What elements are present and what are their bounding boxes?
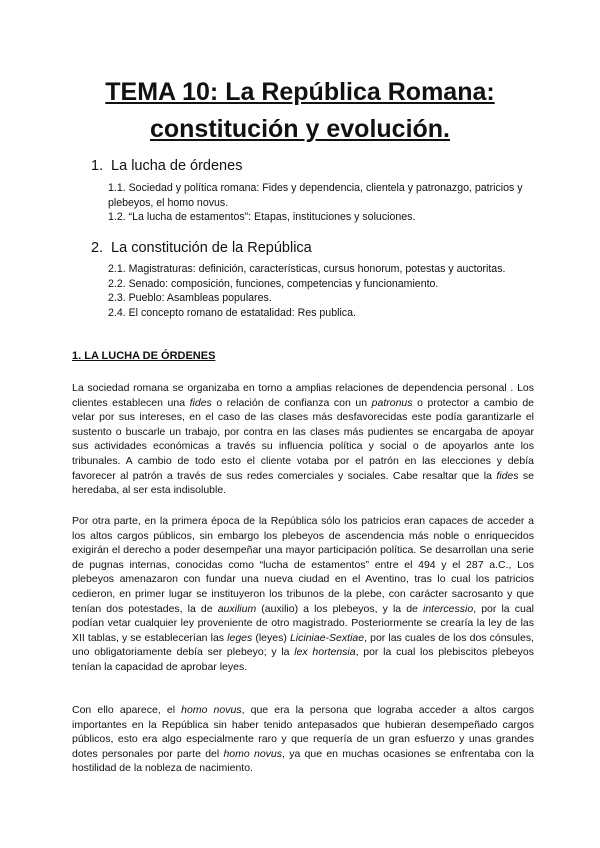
toc-section-2 bbox=[91, 239, 312, 257]
term-homo-novus: homo novus bbox=[223, 747, 283, 760]
toc-section-1-items bbox=[108, 181, 538, 225]
toc-section-2-number: 2. bbox=[91, 240, 104, 256]
toc-item-2-1: 2.1. Magistraturas: definición, características, cursus honorum, potestas y auctoritas. bbox=[108, 263, 506, 275]
toc-section-1-number: 1. bbox=[91, 158, 104, 174]
paragraph-1: La sociedad romana se organizaba en torno a amplias relaciones de dependencia personal . Los clientes establecen una fides o relación de confianza con un patronus o protector a cambio de velar por sus intereses, en el caso de las clases más desfavorecidas este podía garantizarle el sustento o buscarle un trabajo, por contra en las clases más pudientes se encargaba de apoyar sus actividades económicas a través su influencia política y social o de apoyarlos ante los tribunales. A cambio de todo esto el cliente votaba por el patrón en las elecciones y debía favorecer al patrón a través de sus redes comerciales y sociales. Cabe resaltar que la fides se heredaba, al ser esta indisoluble. bbox=[72, 382, 534, 497]
toc-section-2-label: La constitución de la República bbox=[111, 240, 312, 256]
title-line-1: TEMA 10: La República Romana: bbox=[105, 78, 495, 106]
term-homo-novus: homo novus bbox=[181, 704, 242, 716]
term-lex-hortensia: lex hortensia bbox=[294, 646, 356, 659]
term-liciniae-sextiae: Liciniae-Sextiae bbox=[289, 631, 365, 644]
term-auxilium: auxilium bbox=[217, 602, 257, 615]
term-fides: fides bbox=[496, 469, 519, 482]
term-fides: fides bbox=[189, 396, 212, 409]
section-1-heading: 1. LA LUCHA DE ÓRDENES bbox=[72, 350, 216, 362]
toc-section-2-items bbox=[108, 262, 538, 320]
term-leges: leges bbox=[227, 631, 253, 644]
paragraph-3: Con ello aparece, el homo novus, que era la persona que lograba acceder a altos cargos importantes en la República sin haber tenido antepasados que hubieran desempeñado cargos públicos, esto era algo especialmente raro y que requería de un gran esfuerzo y unas grandes dotes personales por parte del homo novus, ya que en muchas ocasiones se enfrentaba con la hostilidad de la nobleza de nacimiento. bbox=[72, 704, 535, 775]
paragraph-2: Por otra parte, en la primera época de la República sólo los patricios eran capaces de acceder a los altos cargos públicos, sin embargo los plebeyos de ascendencia más noble o enriquecidos exigirán el derecho a poder desempeñar una mayor participación política. Se desarrollan una serie de pugnas internas, conocidas como “lucha de estamentos” entre el 494 y el 287 a.C., Los plebeyos amenazaron con fundar una nueva ciudad en el Aventino, tras lo cual los patricios cedieron, en primer lugar se instituyeron los tribunos de la plebe, con carácter sacrosanto y que tenían dos potestades, la de auxilium (auxilio) a los plebeyos, y la de intercessio, por la cual podían vetar cualquier ley proveniente de otro magistrado. Posteriormente se crearía la ley de las XII tablas, y se establecerían las leges (leyes) Liciniae-Sextiae, por las cuales de los dos cónsules, uno obligatoriamente debía ser plebeyo; y la lex hortensia, por la cual los plebiscitos plebeyos tenían la capacidad de aprobar leyes. bbox=[72, 515, 534, 673]
toc-item-1-2: 1.2. “La lucha de estamentos”: Etapas, instituciones y soluciones. bbox=[108, 211, 416, 223]
toc-item-2-2: 2.2. Senado: composición, funciones, competencias y funcionamiento. bbox=[108, 277, 439, 290]
title-line-2: constitución y evolución. bbox=[149, 115, 451, 143]
term-patronus: patronus bbox=[371, 396, 413, 409]
toc-item-1-1: 1.1. Sociedad y política romana: Fides y dependencia, clientela y patronazgo, patricios y plebeyos, el homo novus. bbox=[108, 182, 523, 209]
term-intercessio: intercessio bbox=[423, 602, 474, 615]
toc-section-1 bbox=[91, 157, 242, 175]
toc-item-2-4: 2.4. El concepto romano de estatalidad: Res publica. bbox=[108, 306, 356, 319]
toc-item-2-3: 2.3. Pueblo: Asambleas populares. bbox=[108, 292, 272, 304]
toc-section-1-label: La lucha de órdenes bbox=[111, 158, 243, 174]
